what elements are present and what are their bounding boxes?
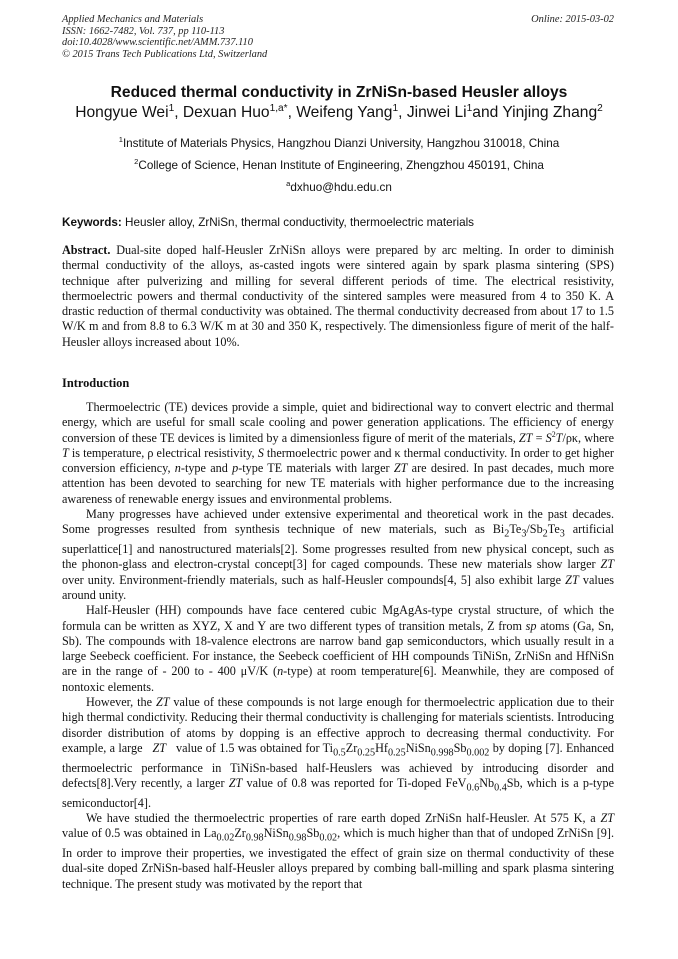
introduction-body: [62, 400, 614, 892]
keywords-label: Keywords:: [62, 216, 122, 229]
online-date: Online: 2015-03-02: [531, 14, 614, 25]
affiliation-2: $^2$College of Science, Henan Institute of Engineering, Zhengzhou 450191, China: [134, 157, 544, 172]
abstract: [62, 243, 614, 350]
author: Hongyue Wei$^1$: [75, 102, 175, 121]
doi-line: doi:10.4028/www.scientific.net/AMM.737.110: [62, 37, 253, 49]
journal-name: Applied Mechanics and Materials: [62, 14, 204, 25]
author: Weifeng Yang$^1$: [296, 102, 399, 121]
corresponding-email: $^a$dxhuo@hdu.edu.cn: [286, 179, 392, 194]
paragraph: Thermoelectric (TE) devices provide a simple, quiet and bidirectional way to convert electric and thermal energy, which are useful for small scale cooling and power generation applications. The efficiency of energy conversion of these TE devices is limited by a dimensionless figure of merit of the materials, ZT = $S^2T/\rho\kappa$, where T is temperature, ρ electrical resistivity, S thermoelectric power and κ thermal conductivity. In order to get higher conversion efficiency, n-type and p-type TE materials with larger ZT are desired. In past decades, much more attention has been devoted to searching for new TE materials with higher performance due to the increasing awareness of renewable energy issues and environmental problems.: [62, 400, 615, 506]
author: Dexuan Huo$^{1,a*}$: [182, 102, 288, 121]
paragraph: Many progresses have achieved under extensive experimental and theoretical work in the past decades. Some progresses resulted from synthesis technique of new materials, such as $Bi_2Te_3/Sb_2Te_3$ artificial superlattice[1] and nanostructured materials[2]. Some progresses resulted from new physical concept, such as the phonon-glass and electron-crystal concept[3] for caged compounds. These new materials show larger ZT over unity. Environment-friendly materials, such as half-Heusler compounds[4, 5] also exhibit large ZT values around unity.: [62, 507, 615, 602]
issn-line: ISSN: 1662-7482, Vol. 737, pp 110-113: [62, 25, 225, 37]
abstract-label: Abstract.: [62, 243, 111, 257]
paragraph: Half-Heusler (HH) compounds have face centered cubic MgAgAs-type crystal structure, of which the formula can be written as XYZ, X and Y are two different types of transition metals, Z from sp atoms (Ga, Sn, Sb). The compounds with 18-valence electrons are narrow band gap semiconductors, which usually result in a large Seebeck coefficient. For instance, the Seebeck coefficient of HH compounds TiNiSn, ZrNiSn and HfNiSn are in the range of - 200 to - 400 μV/K (n-type) at room temperature[6]. Meanwhile, they are composed of nontoxic elements.: [62, 603, 614, 694]
affiliation-1: $^1$Institute of Materials Physics, Hangzhou Dianzi University, Hangzhou 310018, China: [118, 135, 560, 150]
keywords-text: Heusler alloy, ZrNiSn, thermal conductivity, thermoelectric materials: [125, 216, 475, 229]
keywords: [62, 216, 474, 229]
author: and Yinjing Zhang$^2$: [472, 102, 603, 121]
paragraph: However, the ZT value of these compounds is not large enough for thermoelectric application due to their high thermal condictivity. Reducing their thermal conductivity is challenging for materials scientists. Introducing disorder distribution of atoms by dopping is an effective approch to decreasing thermal conductivity. For example, a large ZT value of 1.5 was obtained for $Ti_{0.5}Zr_{0.25}Hf_{0.25}NiSn_{0.998}Sb_{0.002}$ by doping [7]. Enhanced thermoelectric performance in TiNiSn-based half-Heuslers was achieved by introducing disorder and defects[8].Very recently, a larger ZT value of 0.8 was reported for Ti-doped $FeV_{0.6}Nb_{0.4}Sb$, which is a p-type semiconductor[4].: [62, 695, 615, 810]
paragraph: We have studied the thermoelectric properties of rare earth doped ZrNiSn half-Heusler. At 575 K, a ZT value of 0.5 was obtained in $La_{0.02}Zr_{0.98}NiSn_{0.98}Sb_{0.02}$, which is much higher than that of undoped ZrNiSn [9]. In order to improve their properties, we investigated the effect of grain size on thermal conductivity of these dual-site doped ZrNiSn-based half-Heusler alloys prepared by combing ball-milling and spark plasma sintering technique. The present study was motivated by the report that: [62, 811, 614, 891]
paper-title: Reduced thermal conductivity in ZrNiSn-based Heusler alloys: [110, 84, 568, 101]
section-heading: Introduction: [62, 376, 130, 390]
author: Jinwei Li$^1$: [406, 102, 473, 121]
abstract-text: Dual-site doped half-Heusler ZrNiSn alloys were prepared by arc melting. In order to diminish thermal conductivity of the alloys, as-casted ingots were sintered again by spark plasma sintering (SPS) technique after pulverizing and milling for several different periods of time. The electrical resistivity, thermoelectric powers and thermal conductivity of the sintered samples were measured from 4 to 350 K. A drastic reduction of thermal conductivity was obtained. The thermal conductivity decreased from about 17 to 1.5 W/K m and from 8.8 to 6.3 W/K m at 30 and 350 K, respectively. The dimensionless figure of merit of the half-Heusler alloys increased about 10%.: [62, 243, 615, 349]
copyright-line: © 2015 Trans Tech Publications Ltd, Switzerland: [62, 48, 268, 60]
journal-header: [62, 14, 267, 60]
author-list: Hongyue Wei$^1$, Dexuan Huo$^{1,a*}$, Weifeng Yang$^1$, Jinwei Li$^1$and Yinjing Zhang$^2$: [75, 102, 603, 121]
